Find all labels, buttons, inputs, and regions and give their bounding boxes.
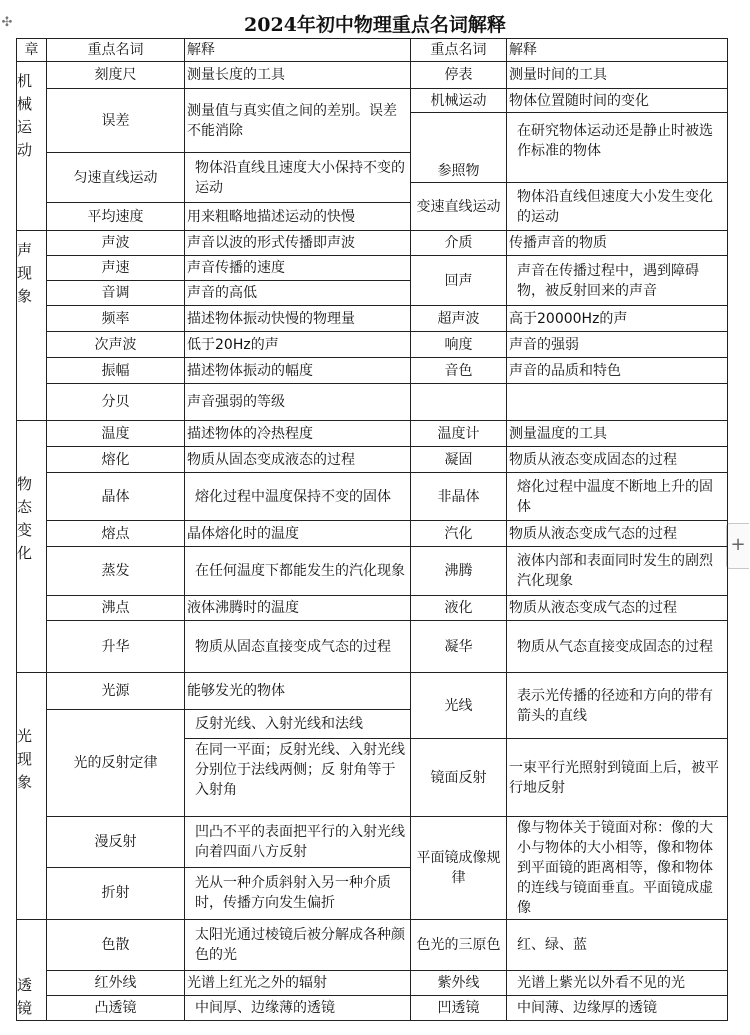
explain-cell: 描述物体的冷热程度 (185, 421, 411, 447)
term-cell: 红外线 (47, 970, 185, 995)
explain-cell: 物质从气态直接变成固态的过程 (507, 621, 728, 673)
term-cell: 色光的三原色 (411, 920, 507, 971)
table-row (17, 62, 728, 89)
table-row (17, 473, 728, 521)
header-chapter: 章 (17, 39, 47, 62)
explain-cell: 声音的强弱 (507, 332, 728, 358)
explain-cell: 用来粗略地描述运动的快慢 (185, 203, 411, 231)
term-cell: 折射 (47, 867, 185, 919)
explain-cell: 测量长度的工具 (185, 62, 411, 89)
explain-cell: 在同一平面；反射光线、入射光线分别位于法线两侧；反 射角等于入射角 (185, 739, 411, 817)
header-term: 重点名词 (47, 39, 185, 62)
explain-cell: 测量值与真实值之间的差别。误差不能消除 (185, 89, 411, 153)
term-cell: 凹透镜 (411, 995, 507, 1020)
term-cell: 熔点 (47, 521, 185, 547)
term-cell: 色散 (47, 920, 185, 971)
term-cell: 晶体 (47, 473, 185, 521)
explain-cell: 物体沿直线且速度大小保持不变的运动 (185, 153, 411, 203)
table-row (17, 256, 728, 281)
term-cell: 温度计 (411, 421, 507, 447)
term-cell: 分贝 (47, 384, 185, 421)
header-explain: 解释 (185, 39, 411, 62)
chapter-label: 声现象 (17, 241, 33, 305)
explain-cell: 凹凸不平的表面把平行的入射光线向着四面八方反射 (185, 817, 411, 868)
term-cell: 光线 (411, 673, 507, 739)
explain-cell: 光谱上紫光以外看不见的光 (507, 970, 728, 995)
term-cell: 频率 (47, 306, 185, 332)
explain-cell: 物质从液态变成气态的过程 (507, 521, 728, 547)
explain-cell: 红、绿、蓝 (507, 920, 728, 971)
term-cell: 温度 (47, 421, 185, 447)
term-cell: 振幅 (47, 358, 185, 384)
term-cell: 光的反射定律 (47, 710, 185, 817)
glossary-table (16, 38, 728, 1021)
explain-cell: 低于20Hz的声 (185, 332, 411, 358)
explain-cell: 物质从固态变成液态的过程 (185, 447, 411, 473)
table-row (17, 995, 728, 1020)
table-row (17, 231, 728, 256)
explain-cell: 一束平行光照射到镜面上后，被平行地反射 (507, 739, 728, 817)
term-cell: 音色 (411, 358, 507, 384)
document-title: 2024年初中物理重点名词解释 (244, 14, 506, 36)
explain-cell: 太阳光通过棱镜后被分解成各种颜色的光 (185, 920, 411, 971)
term-cell: 停表 (411, 62, 507, 89)
term-cell: 沸腾 (411, 547, 507, 596)
term-cell: 刻度尺 (47, 62, 185, 89)
add-icon[interactable]: + (726, 523, 749, 569)
table-row (17, 547, 728, 596)
term-cell: 非晶体 (411, 473, 507, 521)
term-cell: 超声波 (411, 306, 507, 332)
explain-cell: 反射光线、入射光线和法线 (185, 710, 411, 739)
explain-cell: 物质从液态变成气态的过程 (507, 596, 728, 621)
term-cell: 误差 (47, 89, 185, 153)
term-cell: 次声波 (47, 332, 185, 358)
chapter-cell (17, 673, 47, 920)
term-cell: 凝华 (411, 621, 507, 673)
explain-cell: 像与物体关于镜面对称：像的大小与物体的大小相等，像和物体到平面镜的距离相等，像和物体的连线与镜面垂直。平面镜成虚像 (507, 817, 728, 920)
chapter-cell (17, 231, 47, 421)
explain-cell: 熔化过程中温度不断地上升的固体 (507, 473, 728, 521)
term-cell: 平均速度 (47, 203, 185, 231)
term-cell: 沸点 (47, 596, 185, 621)
term-cell: 凸透镜 (47, 995, 185, 1020)
table-row (17, 89, 728, 113)
table-header-row (17, 39, 728, 62)
explain-cell: 物质从固态直接变成气态的过程 (185, 621, 411, 673)
term-cell: 变速直线运动 (411, 183, 507, 231)
term-cell: 参照物 (411, 113, 507, 183)
table-row (17, 358, 728, 384)
explain-cell: 物体沿直线但速度大小发生变化的运动 (507, 183, 728, 231)
term-cell: 蒸发 (47, 547, 185, 596)
empty-cell (507, 384, 728, 421)
term-cell: 声速 (47, 256, 185, 281)
term-cell: 紫外线 (411, 970, 507, 995)
table-row (17, 673, 728, 710)
explain-cell: 光从一种介质斜射入另一种介质时，传播方向发生偏折 (185, 867, 411, 919)
chapter-label: 机械运动 (17, 72, 33, 159)
table-row (17, 306, 728, 332)
explain-cell: 表示光传播的径迹和方向的带有箭头的直线 (507, 673, 728, 739)
chapter-cell (17, 920, 47, 1021)
term-cell: 凝固 (411, 447, 507, 473)
explain-cell: 声音的品质和特色 (507, 358, 728, 384)
table-row (17, 421, 728, 447)
explain-cell: 声音以波的形式传播即声波 (185, 231, 411, 256)
term-cell: 介质 (411, 231, 507, 256)
explain-cell: 高于20000Hz的声 (507, 306, 728, 332)
table-row (17, 384, 728, 421)
explain-cell: 中间薄、边缘厚的透镜 (507, 995, 728, 1020)
explain-cell: 中间厚、边缘薄的透镜 (185, 995, 411, 1020)
term-cell: 响度 (411, 332, 507, 358)
term-cell: 声波 (47, 231, 185, 256)
explain-cell: 熔化过程中温度保持不变的固体 (185, 473, 411, 521)
table-row (17, 447, 728, 473)
explain-cell: 声音强弱的等级 (185, 384, 411, 421)
explain-cell: 描述物体振动的幅度 (185, 358, 411, 384)
explain-cell: 测量温度的工具 (507, 421, 728, 447)
empty-cell (411, 384, 507, 421)
explain-cell: 能够发光的物体 (185, 673, 411, 710)
explain-cell: 液体内部和表面同时发生的剧烈汽化现象 (507, 547, 728, 596)
table-row (17, 521, 728, 547)
term-cell: 回声 (411, 256, 507, 306)
term-cell: 光源 (47, 673, 185, 710)
explain-cell: 声音的高低 (185, 281, 411, 306)
term-cell: 漫反射 (47, 817, 185, 868)
term-cell: 平面镜成像规律 (411, 817, 507, 920)
table-row (17, 817, 728, 868)
chapter-label: 物态变化 (17, 475, 33, 562)
explain-cell: 光谱上红光之外的辐射 (185, 970, 411, 995)
explain-cell: 晶体熔化时的温度 (185, 521, 411, 547)
term-cell: 升华 (47, 621, 185, 673)
chapter-label: 透镜 (17, 976, 33, 1017)
chapter-cell (17, 62, 47, 231)
term-cell: 匀速直线运动 (47, 153, 185, 203)
table-row (17, 596, 728, 621)
table-row (17, 332, 728, 358)
move-handle-icon[interactable]: ✣ (1, 15, 13, 30)
chapter-label: 光现象 (17, 727, 33, 791)
table-row (17, 621, 728, 673)
explain-cell: 在任何温度下都能发生的汽化现象 (185, 547, 411, 596)
term-cell: 音调 (47, 281, 185, 306)
explain-cell: 描述物体振动快慢的物理量 (185, 306, 411, 332)
explain-cell: 在研究物体运动还是静止时被选作标准的物体 (507, 113, 728, 183)
header-term-2: 重点名词 (411, 39, 507, 62)
term-cell: 汽化 (411, 521, 507, 547)
explain-cell: 传播声音的物质 (507, 231, 728, 256)
table-row (17, 920, 728, 971)
term-cell: 熔化 (47, 447, 185, 473)
table-row (17, 970, 728, 995)
header-explain-2: 解释 (507, 39, 728, 62)
chapter-cell (17, 421, 47, 673)
term-cell: 液化 (411, 596, 507, 621)
explain-cell: 声音在传播过程中，遇到障碍物，被反射回来的声音 (507, 256, 728, 306)
explain-cell: 声音传播的速度 (185, 256, 411, 281)
term-cell: 镜面反射 (411, 739, 507, 817)
explain-cell: 测量时间的工具 (507, 62, 728, 89)
explain-cell: 液体沸腾时的温度 (185, 596, 411, 621)
term-cell: 机械运动 (411, 89, 507, 113)
explain-cell: 物质从液态变成固态的过程 (507, 447, 728, 473)
explain-cell: 物体位置随时间的变化 (507, 89, 728, 113)
